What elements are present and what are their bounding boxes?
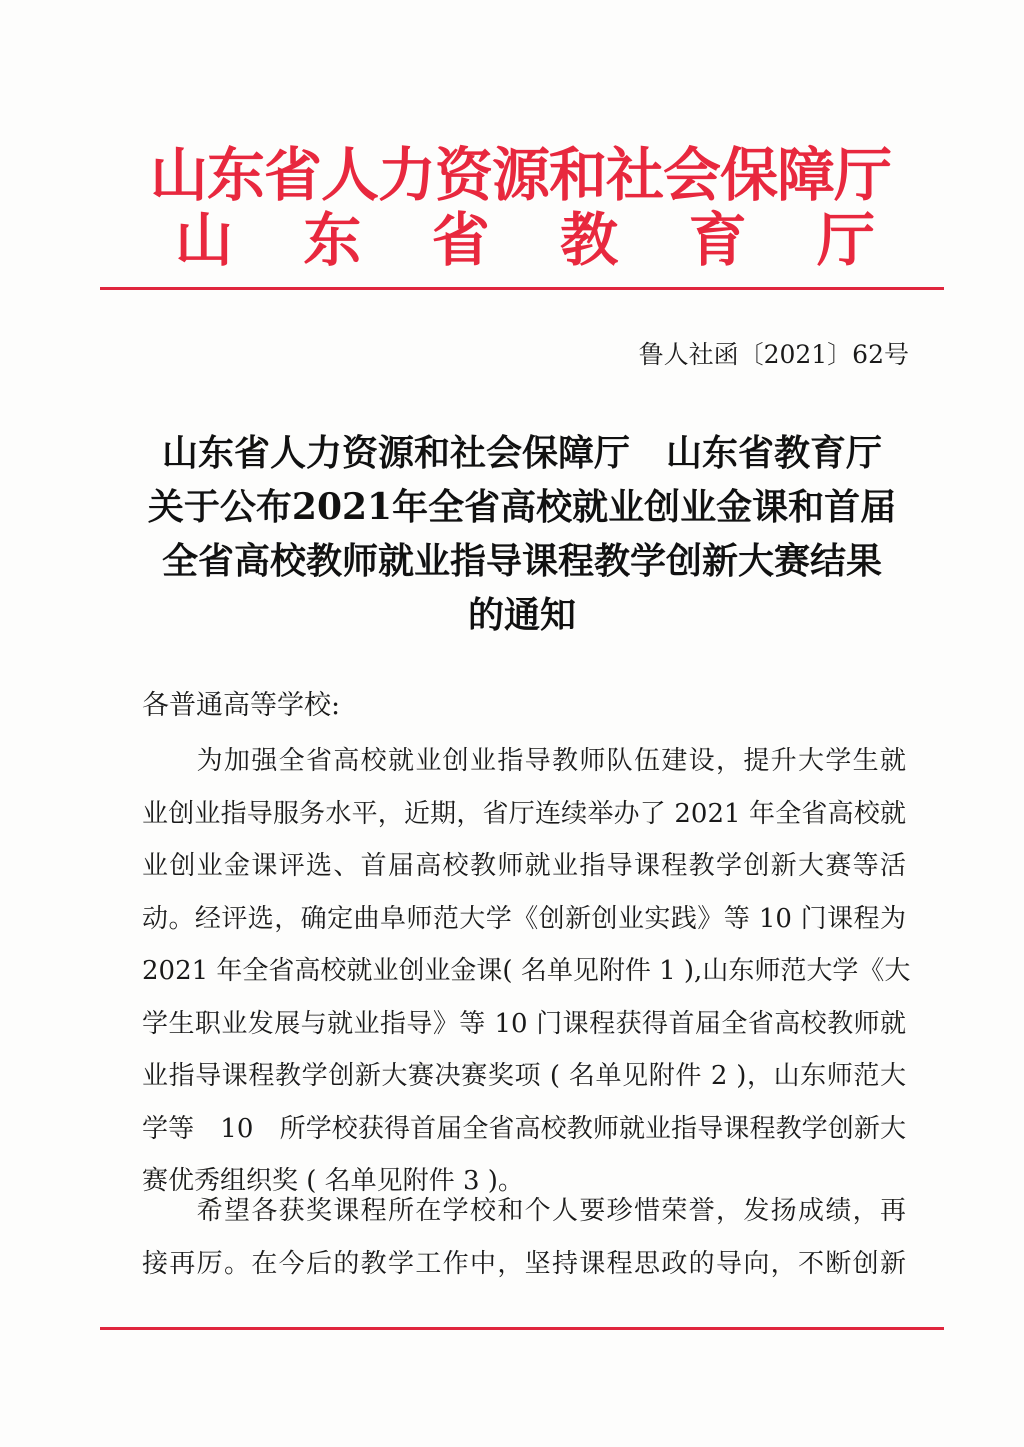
title-line: 的通知: [467, 594, 576, 636]
body-line: 业指导课程教学创新大赛决赛奖项 ( 名单见附件 2 )，山东师范大: [142, 1061, 906, 1091]
body-line: 2021 年全省高校就业创业金课( 名单见附件 1 ),山东师范大学《大: [142, 956, 911, 986]
issuer-header-line1: 山东省人力资源和社会保障厅: [150, 141, 892, 209]
issuer-header-char: 山: [175, 206, 234, 274]
issuer-header-char: 教: [560, 206, 619, 274]
issuer-header-char: 育: [688, 206, 747, 274]
issuer-header-char: 东: [303, 206, 362, 274]
footer-red-divider: [100, 1327, 944, 1330]
issuer-header-line2: [175, 208, 875, 272]
body-paragraph-1: [142, 735, 911, 1208]
salutation: 各普通高等学校:: [142, 690, 341, 721]
body-line: 接再厉。在今后的教学工作中，坚持课程思政的导向，不断创新: [142, 1248, 906, 1279]
body-line: 学生职业发展与就业指导》等 10 门课程获得首届全省高校教师就: [142, 1008, 906, 1039]
title-line: 关于公布2021年全省高校就业创业金课和首届: [147, 486, 897, 528]
body-paragraph-2: [142, 1185, 906, 1290]
body-line: 为加强全省高校就业创业指导教师队伍建设，提升大学生就: [142, 746, 906, 776]
body-line: 动。经评选，确定曲阜师范大学《创新创业实践》等 10 门课程为: [142, 903, 906, 934]
issuer-header-char: 省: [431, 206, 490, 274]
body-line: 希望各获奖课程所在学校和个人要珍惜荣誉，发扬成绩，再: [142, 1196, 906, 1226]
body-line: 学等 10 所学校获得首届全省高校教师就业指导课程教学创新大: [142, 1113, 906, 1144]
issuer-header-char: 厅: [816, 206, 875, 274]
title-line: 山东省人力资源和社会保障厅 山东省教育厅: [161, 432, 882, 474]
document-title: [100, 426, 944, 642]
document-number: 鲁人社函〔2021〕62号: [638, 340, 909, 369]
body-line: 赛优秀组织奖 ( 名单见附件 3 )。: [142, 1166, 524, 1196]
header-red-divider: [100, 287, 944, 290]
title-line: 全省高校教师就业指导课程教学创新大赛结果: [161, 540, 882, 582]
body-line: 业创业金课评选、首届高校教师就业指导课程教学创新大赛等活: [142, 851, 906, 881]
body-line: 业创业指导服务水平，近期，省厅连续举办了 2021 年全省高校就: [142, 798, 906, 829]
